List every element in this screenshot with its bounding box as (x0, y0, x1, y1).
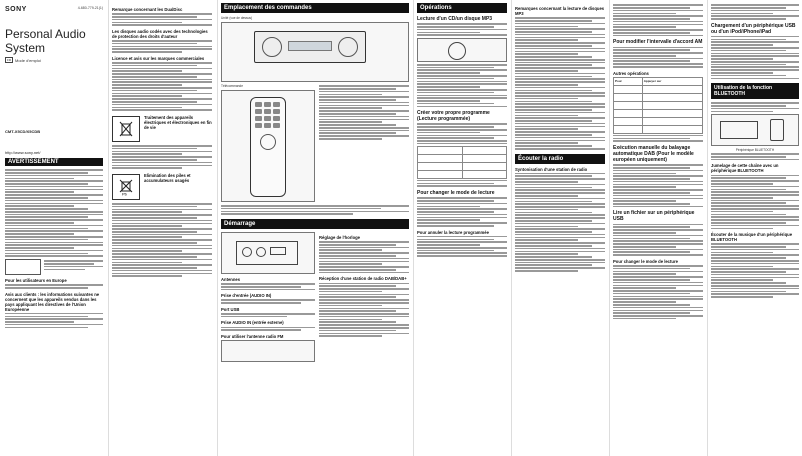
usb-mode-heading: Pour changer le mode de lecture (613, 258, 678, 264)
dualdisc-heading: Remarque concernant les DualDisc (112, 7, 183, 12)
laser-label-icon (5, 259, 41, 275)
radio-heading: Écouter la radio (515, 154, 605, 164)
am-interval-heading: Pour modifier l'intervalle d'accord AM (613, 39, 703, 46)
aux-heading: Avis aux clients : les informations suivantes ne concernent que les appareils vendus dans les pays appliquant les directives de l'Union Européenne (5, 291, 100, 312)
pair-heading: Jumelage de cette chaîne avec un périphérique BLUETOOTH (711, 163, 779, 174)
remote-icon (250, 97, 286, 197)
antenna-label: Antennes (221, 276, 241, 282)
bt-play-heading: Écouter de la musique d'un périphérique BLUETOOTH (711, 232, 793, 243)
parts-heading: Emplacement des commandes (221, 3, 409, 13)
model-number: CMT-X5CD/X5CDB (5, 129, 41, 134)
copyright-discs-heading: Les disques audio codés avec des technologies de protection des droits d'auteur (112, 28, 208, 39)
speaker-right-icon (338, 37, 358, 57)
controls-panel (218, 0, 412, 456)
cd-play-heading: Lecture d'un CD/un disque MP3 (417, 16, 493, 22)
doc-code: 4-680-779-21(1) (77, 6, 103, 10)
fm-antenna-label: Pour utiliser l'antenne radio FM (221, 333, 284, 339)
dab-heading: Réception d'une station de radio DAB/DAB+ (319, 276, 407, 282)
clock-heading: Réglage de l'horloge (319, 234, 361, 240)
svg-text:Pb: Pb (122, 191, 127, 196)
start-heading: Démarrage (221, 219, 409, 229)
charge-heading: Chargement d'un périphérique USB ou d'un iPod/iPhone/iPad (711, 22, 796, 35)
usb-play-heading: Lire un fichier sur un périphérique USB (613, 210, 695, 223)
play-mode-heading: Pour changer le mode de lecture (417, 190, 495, 196)
weee-bin-icon (112, 116, 140, 142)
tuning-heading: Syntonisation d'une station de radio (515, 166, 588, 172)
language-badge: FR (7, 58, 11, 62)
audio-in-label: Prise d'entrée (AUDIO IN) (221, 293, 272, 299)
dab-scan-heading: Exécution manuelle du balayage automatique DAB (Pour le modèle européen uniquement) (613, 144, 694, 163)
warning-text (5, 168, 103, 329)
table-col-for: Pour (614, 77, 643, 85)
display-icon (288, 41, 332, 51)
speaker-left-icon (262, 37, 282, 57)
mp3-notes-heading: Remarques concernant la lecture de disques MP3 (515, 6, 605, 16)
remote-heading: Télécommande (221, 84, 243, 88)
bluetooth-panel (708, 0, 802, 456)
operations-heading: Opérations (417, 3, 507, 13)
cancel-program-heading: Pour annuler la lecture programmée (417, 229, 489, 235)
program-table (417, 146, 507, 179)
operations-panel (414, 0, 510, 456)
radio-panel (512, 0, 608, 456)
disc-insert-diagram (417, 38, 507, 62)
recycle-heading: Traitement des appareils électriques et électroniques en fin de vie (144, 114, 212, 130)
usb-panel (610, 0, 706, 456)
sony-logo: SONY (5, 6, 27, 13)
audio-in-jack-label: Prise AUDIO IN (entrée externe) (221, 320, 284, 326)
program-heading: Créer votre propre programme (Lecture programmée) (417, 110, 490, 123)
licence-heading: Licence et avis sur les marques commerciales (112, 55, 205, 61)
batteries-heading: Elimination des piles et accumulateurs usagés (144, 172, 191, 183)
table-col-press: Appuyer sur (642, 77, 702, 85)
connections-diagram (221, 232, 315, 274)
usb-port-label: Port USB (221, 306, 240, 312)
sony-url: http://www.sony.net/ (5, 150, 41, 155)
fm-antenna-diagram (221, 340, 315, 362)
operations-table (613, 77, 703, 134)
other-ops-heading: Autres opérations (613, 70, 649, 76)
unit-top-heading: Unité (vue de dessus) (221, 16, 253, 20)
doc-title: Personal Audio System (5, 27, 86, 55)
bt-pairing-diagram (711, 114, 799, 146)
battery-bin-icon (112, 174, 140, 200)
remote-diagram (221, 90, 315, 202)
unit-top-diagram (221, 22, 409, 82)
eu-heading: Pour les utilisateurs en Europe (5, 278, 67, 283)
bt-heading: Utilisation de la fonction BLUETOOTH (711, 83, 799, 99)
doc-subtitle: Mode d'emploi (15, 57, 41, 63)
warning-heading: AVERTISSEMENT (5, 158, 103, 166)
legal-panel (108, 0, 216, 456)
bt-device-label: Périphérique BLUETOOTH (735, 148, 775, 153)
